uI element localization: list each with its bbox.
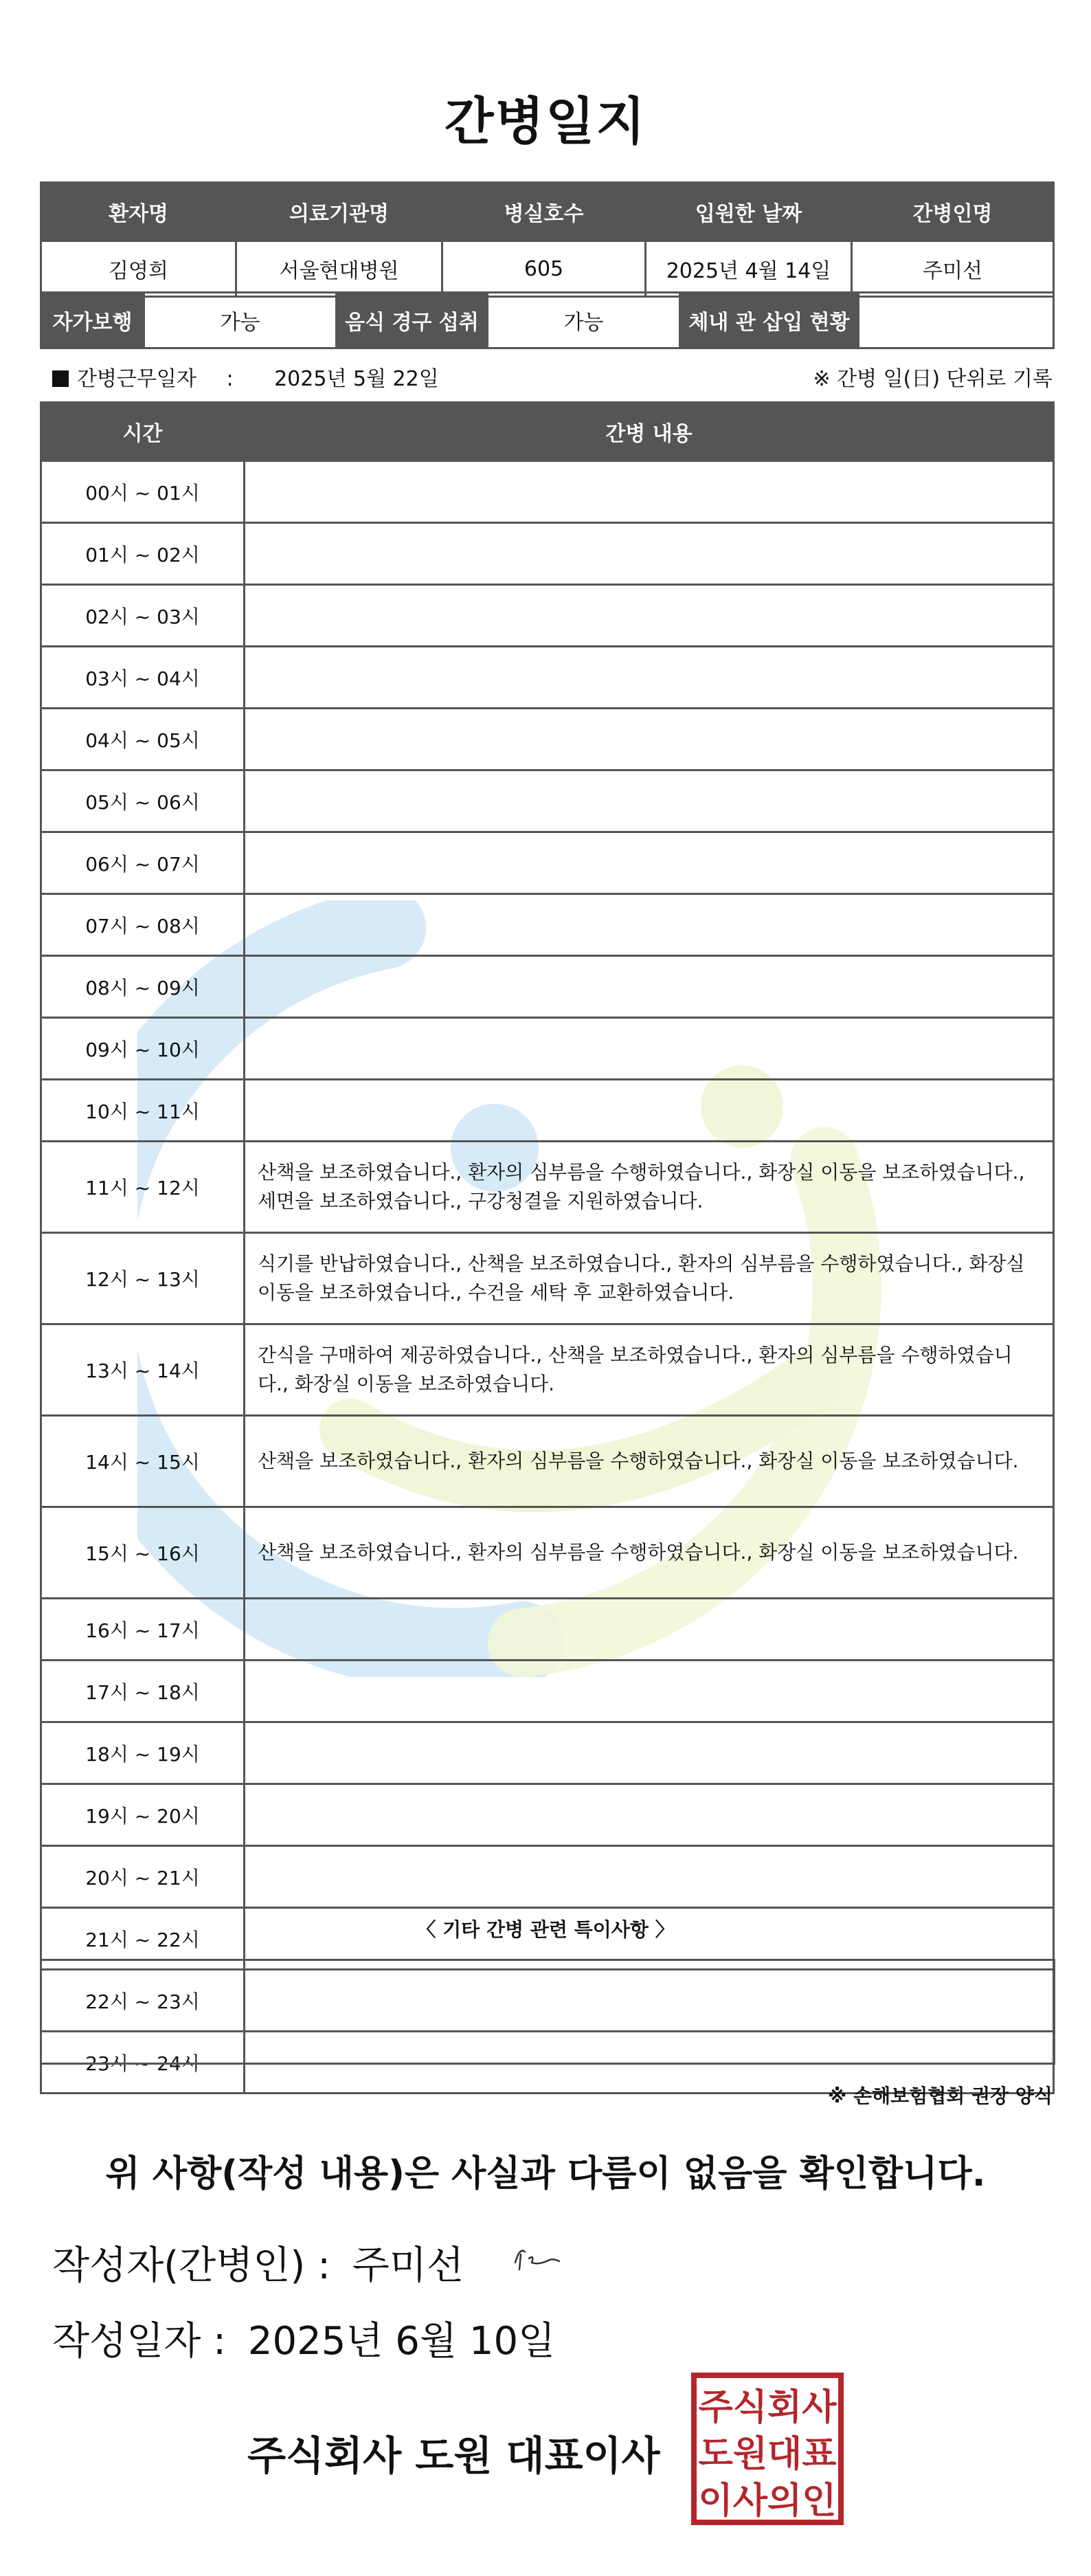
header-time: 시간	[41, 403, 245, 461]
time-slot: 07시 ~ 08시	[41, 894, 245, 956]
caregiver-name: 주미선	[852, 241, 1054, 297]
work-date-line	[52, 362, 439, 392]
time-slot: 00시 ~ 01시	[41, 461, 245, 523]
time-slot: 01시 ~ 02시	[41, 523, 245, 585]
care-content: 산책을 보조하였습니다., 환자의 심부름을 수행하였습니다., 화장실 이동을 보조하였습니다.	[245, 1507, 1054, 1599]
written-date-line	[52, 2311, 555, 2366]
time-slot: 22시 ~ 23시	[41, 1970, 245, 2032]
table-row	[41, 1846, 1054, 1908]
care-content	[245, 523, 1054, 585]
care-content	[245, 461, 1054, 523]
care-content: 산책을 보조하였습니다., 환자의 심부름을 수행하였습니다., 화장실 이동을 보조하였습니다., 세면을 보조하였습니다., 구강청결을 지원하였습니다.	[245, 1142, 1054, 1233]
table-row	[41, 1507, 1054, 1599]
time-slot: 16시 ~ 17시	[41, 1599, 245, 1661]
table-row	[41, 461, 1054, 523]
svg-text:이사의인: 이사의인	[698, 2480, 837, 2522]
table-row	[41, 1599, 1054, 1661]
self-walk-value: 가능	[144, 293, 337, 348]
company-representative: 주식회사 도원 대표이사	[247, 2432, 660, 2479]
work-date-value: 2025년 5월 22일	[274, 367, 439, 391]
patient-status-table	[40, 291, 1055, 349]
care-content	[245, 1661, 1054, 1722]
writer-line	[52, 2235, 464, 2290]
tube-value	[859, 293, 1054, 348]
time-slot: 13시 ~ 14시	[41, 1324, 245, 1416]
table-row	[41, 1722, 1054, 1784]
table-row	[41, 832, 1054, 894]
care-content	[245, 647, 1054, 709]
care-content	[245, 709, 1054, 770]
table-row	[41, 1142, 1054, 1233]
care-content	[245, 1784, 1054, 1846]
svg-text:주식회사: 주식회사	[698, 2387, 837, 2428]
room-number: 605	[442, 241, 646, 297]
header-caregiver-name: 간병인명	[852, 183, 1054, 241]
care-content: 산책을 보조하였습니다., 환자의 심부름을 수행하였습니다., 화장실 이동을 보조하였습니다.	[245, 1416, 1054, 1507]
time-slot: 14시 ~ 15시	[41, 1416, 245, 1507]
page-title: 간병일지	[445, 92, 646, 151]
care-content	[245, 956, 1054, 1018]
handwritten-signature	[511, 2242, 566, 2276]
care-content	[245, 832, 1054, 894]
table-row	[41, 1661, 1054, 1722]
patient-info-table	[40, 181, 1055, 298]
written-date-value: 2025년 6월 10일	[247, 2319, 556, 2364]
record-unit-note: ※ 간병 일(日) 단위로 기록	[813, 367, 1053, 391]
time-slot: 23시 ~ 24시	[41, 2032, 245, 2094]
table-row	[41, 1416, 1054, 1507]
table-row	[41, 1324, 1054, 1416]
time-slot: 18시 ~ 19시	[41, 1722, 245, 1784]
time-slot: 10시 ~ 11시	[41, 1080, 245, 1142]
table-row	[41, 1080, 1054, 1142]
table-row	[41, 1784, 1054, 1846]
time-slot: 09시 ~ 10시	[41, 1018, 245, 1080]
care-content	[245, 585, 1054, 647]
time-slot: 08시 ~ 09시	[41, 956, 245, 1018]
care-content	[245, 894, 1054, 956]
confirmation-statement: 위 사항(작성 내용)은 사실과 다름이 없음을 확인합니다.	[105, 2153, 986, 2195]
time-slot: 04시 ~ 05시	[41, 709, 245, 770]
association-form-note: ※ 손해보험협회 권장 양식	[828, 2085, 1053, 2107]
table-row	[41, 1018, 1054, 1080]
writer-label: 작성자(간병인) :	[52, 2243, 330, 2288]
admission-date: 2025년 4월 14일	[646, 241, 852, 297]
care-content	[245, 1599, 1054, 1661]
table-row	[41, 770, 1054, 832]
time-slot: 06시 ~ 07시	[41, 832, 245, 894]
hospital-name: 서울현대병원	[236, 241, 442, 297]
writer-name: 주미선	[352, 2243, 464, 2288]
care-content	[245, 1018, 1054, 1080]
time-slot: 19시 ~ 20시	[41, 1784, 245, 1846]
table-row	[41, 647, 1054, 709]
time-slot: 20시 ~ 21시	[41, 1846, 245, 1908]
other-notes-heading: 〈 기타 간병 관련 특이사항 〉	[416, 1918, 675, 1941]
written-date-label: 작성일자 :	[52, 2319, 227, 2364]
svg-text:도원대표: 도원대표	[698, 2434, 837, 2475]
care-content: 식기를 반납하였습니다., 산책을 보조하였습니다., 환자의 심부름을 수행하였습니다., 화장실 이동을 보조하였습니다., 수건을 세탁 후 교환하였습니다.	[245, 1233, 1054, 1324]
care-content: 간식을 구매하여 제공하였습니다., 산책을 보조하였습니다., 환자의 심부름을 수행하였습니다., 화장실 이동을 보조하였습니다.	[245, 1324, 1054, 1416]
other-notes-box	[40, 1959, 1055, 2065]
oral-intake-label: 음식 경구 섭취	[337, 293, 488, 348]
work-date-separator: :	[226, 367, 234, 391]
oral-intake-value: 가능	[488, 293, 680, 348]
table-row	[41, 585, 1054, 647]
time-slot: 12시 ~ 13시	[41, 1233, 245, 1324]
work-date-label: 간병근무일자	[77, 367, 196, 391]
time-slot: 11시 ~ 12시	[41, 1142, 245, 1233]
table-row	[41, 894, 1054, 956]
time-slot: 21시 ~ 22시	[41, 1908, 245, 1970]
company-seal-stamp	[690, 2371, 845, 2527]
self-walk-label: 자가보행	[41, 293, 144, 348]
header-hospital-name: 의료기관명	[236, 183, 442, 241]
care-content	[245, 1722, 1054, 1784]
tube-label: 체내 관 삽입 현황	[680, 293, 859, 348]
header-care-content: 간병 내용	[245, 403, 1054, 461]
time-slot: 05시 ~ 06시	[41, 770, 245, 832]
header-room-number: 병실호수	[442, 183, 646, 241]
square-bullet-icon	[52, 370, 69, 387]
care-content	[245, 1846, 1054, 1908]
table-row	[41, 1233, 1054, 1324]
table-row	[41, 709, 1054, 770]
time-slot: 03시 ~ 04시	[41, 647, 245, 709]
time-slot: 02시 ~ 03시	[41, 585, 245, 647]
patient-name: 김영희	[41, 241, 236, 297]
table-row	[41, 956, 1054, 1018]
header-admission-date: 입원한 날짜	[646, 183, 852, 241]
care-content	[245, 770, 1054, 832]
care-content	[245, 1080, 1054, 1142]
table-row	[41, 523, 1054, 585]
time-slot: 15시 ~ 16시	[41, 1507, 245, 1599]
time-slot: 17시 ~ 18시	[41, 1661, 245, 1722]
care-log-table	[40, 401, 1055, 2094]
header-patient-name: 환자명	[41, 183, 236, 241]
